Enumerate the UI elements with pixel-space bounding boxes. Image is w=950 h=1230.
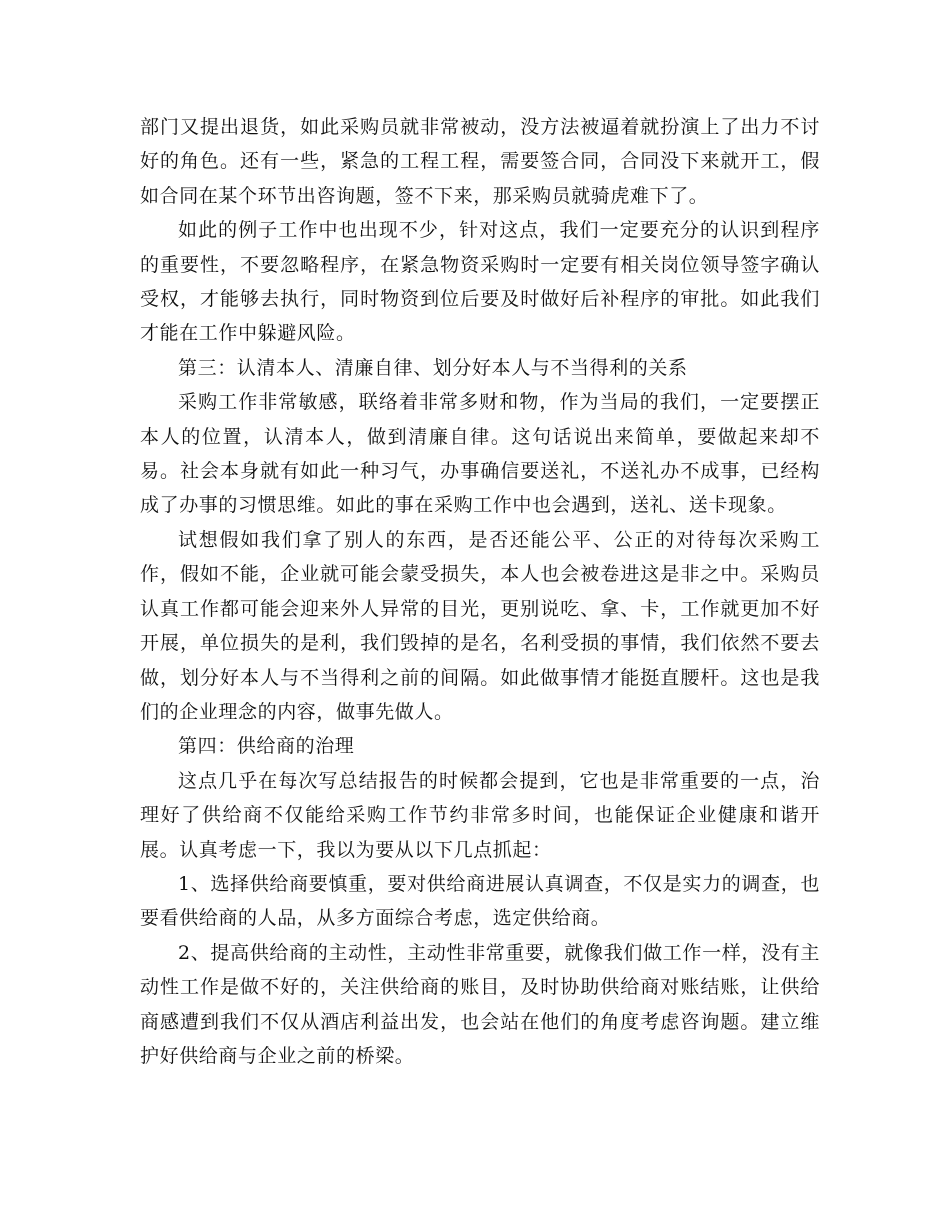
paragraph-5: 试想假如我们拿了别人的东西，是否还能公平、公正的对待每次采购工作，假如不能，企业就可能会蒙受损失，本人也会被卷进这是非之中。采购员认真工作都可能会迎来外人异常的目光，更别说吃、拿、卡，工作就更加不好开展，单位损失的是利，我们毁掉的是名，名利受损的事情，我们依然不要去做，划分好本人与不当得利之前的间隔。如此做事情才能挺直腰杆。这也是我们的企业理念的内容，做事先做人。 [140, 528, 820, 723]
paragraph-2: 如此的例子工作中也出现不少，针对这点，我们一定要充分的认识到程序的重要性，不要忽略程序，在紧急物资采购时一定要有相关岗位领导签字确认受权，才能够去执行，同时物资到位后要及时做好后补程序的审批。如此我们才能在工作中躲避风险。 [140, 219, 820, 345]
section-heading-4: 第四：供给商的治理 [178, 735, 355, 758]
paragraph-1: 部门又提出退货，如此采购员就非常被动，没方法被逼着就扮演上了出力不讨好的角色。还有一些，紧急的工程工程，需要签合同，合同没下来就开工，假如合同在某个环节出咨询题，签不下来，那采购员就骑虎难下了。 [140, 116, 820, 207]
paragraph-7: 这点几乎在每次写总结报告的时候都会提到，它也是非常重要的一点，治理好了供给商不仅能给采购工作节约非常多时间，也能保证企业健康和谐开展。认真考虑一下，我以为要从以下几点抓起： [140, 769, 820, 861]
list-item-1: 1、选择供给商要慎重，要对供给商进展认真调查，不仅是实力的调查，也要看供给商的人品，从多方面综合考虑，选定供给商。 [140, 872, 820, 930]
paragraph-4: 采购工作非常敏感，联络着非常多财和物，作为当局的我们，一定要摆正本人的位置，认清本人，做到清廉自律。这句话说出来简单，要做起来却不易。社会本身就有如此一种习气，办事确信要送礼，不送礼办不成事，已经构成了办事的习惯思维。如此的事在采购工作中也会遇到，送礼、送卡现象。 [140, 391, 820, 517]
list-item-2: 2、提高供给商的主动性，主动性非常重要，就像我们做工作一样，没有主动性工作是做不好的，关注供给商的账目，及时协助供给商对账结账，让供给商感遭到我们不仅从酒店利益出发，也会站在他们的角度考虑咨询题。建立维护好供给商与企业之前的桥梁。 [140, 941, 820, 1067]
document-body [140, 110, 820, 1073]
section-heading-3: 第三：认清本人、清廉自律、划分好本人与不当得利的关系 [178, 356, 688, 379]
